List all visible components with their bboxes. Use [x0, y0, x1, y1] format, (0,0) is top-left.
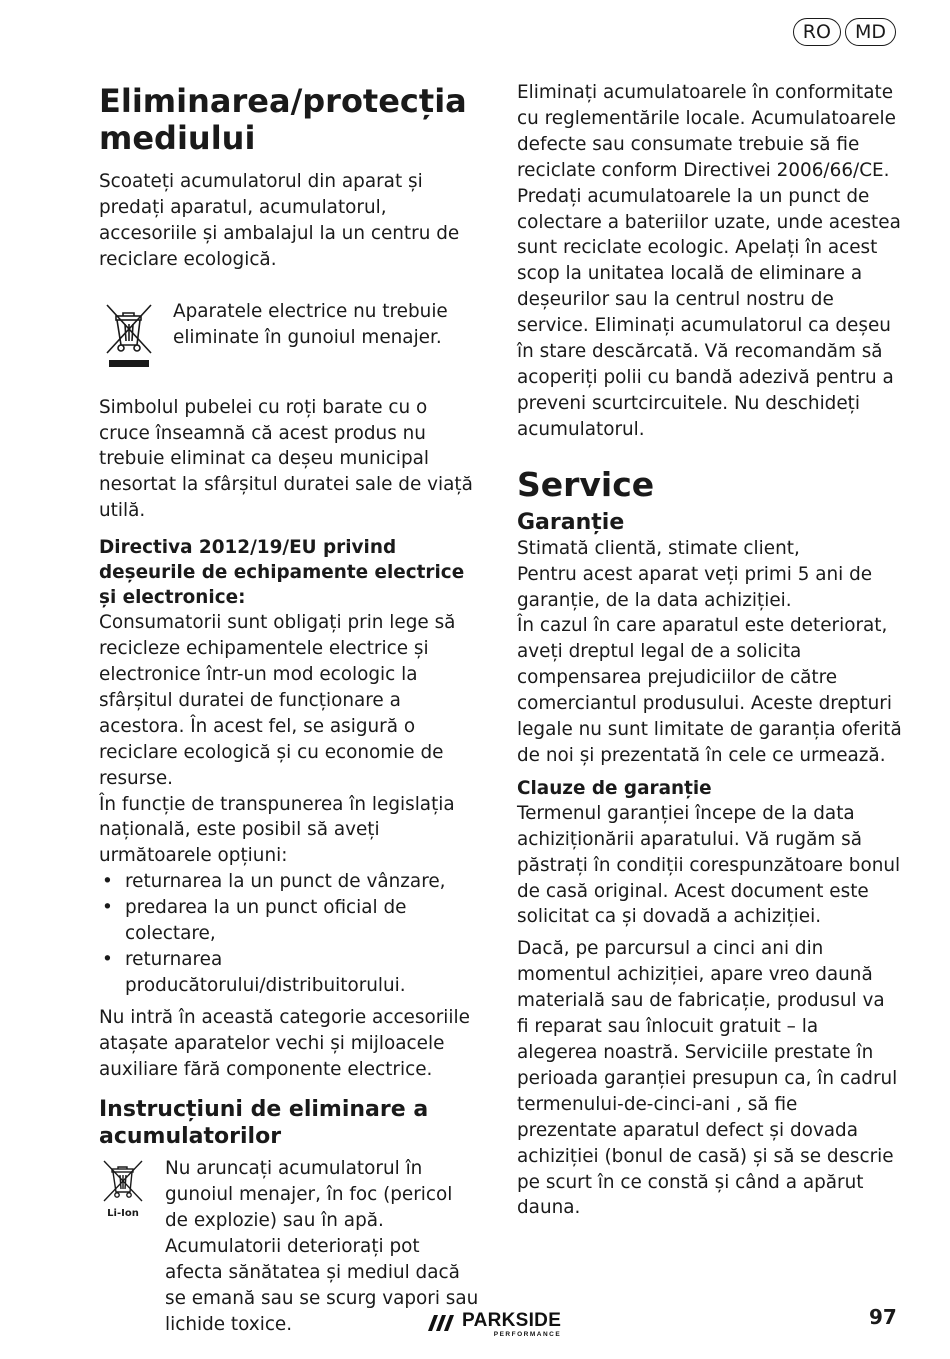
battery-disposal-heading: Instrucțiuni de eliminare a acumulatorilor	[99, 1097, 429, 1150]
directive-heading: Directiva 2012/19/EU privind deșeurile de echipamente electrice și electronice:	[99, 537, 465, 609]
disposal-options-list	[99, 869, 481, 999]
battery-warning-text: Nu aruncați acumulatorul în gunoiul menajer, în foc (pericol de explozie) sau în apă. Acumulatorii deteriorați pot afecta sănătatea și mediul dacă se emană sau se scurg vapori sau lichide toxice.	[165, 1158, 479, 1335]
weee-notice	[99, 299, 481, 369]
language-badge-ro: RO	[793, 18, 841, 46]
warranty-clauses-heading: Clauze de garanție	[517, 777, 712, 799]
customer-greeting: Stimată clientă, stimate client,	[517, 537, 800, 559]
left-column	[99, 80, 481, 1338]
battery-notice	[99, 1156, 481, 1337]
warranty-clauses-paragraph-1: Termenul garanției începe de la data achiziționării aparatului. Vă rugăm să păstrați în condiții corespunzătoare bonul de casă original. Acest document este solicitat ca și dovadă a achiziției.	[517, 802, 901, 928]
li-ion-label: Li-Ion	[107, 1208, 139, 1220]
service-title: Service	[517, 464, 655, 504]
right-column	[517, 80, 902, 1221]
weee-note-text: Aparatele electrice nu trebuie eliminate în gunoiul menajer.	[173, 300, 448, 348]
warranty-clauses-paragraph-2: Dacă, pe parcursul a cinci ani din momentul achiziției, apare vreo daună materială sau de fabricație, produsul va fi reparat sau înlocuit gratuit – la alegerea noastră. Serviciile prestate în perioada garanției presupun ca, în cadrul termenului-de-cinci-ani , să fie prezentate aparatul defect și dovada achiziției (bonul de casă) și să se descrie pe scurt în ce constă și când a apărut dauna.	[517, 938, 898, 1219]
warranty-heading: Garanție	[517, 509, 625, 535]
warranty-paragraph-2: În cazul în care aparatul este deteriorat, aveți dreptul legal de a solicita compensarea prejudiciilor de către comerciantul produsului. Aceste drepturi legale nu sunt limitate de garanția oferită de noi și prezentată în cele ce urmează.	[517, 615, 902, 766]
li-ion-bin-icon	[99, 1156, 147, 1220]
list-item: • returnarea producătorului/distribuitorului.	[99, 947, 481, 999]
environment-title: Eliminarea/protecția mediului	[99, 82, 467, 157]
excluded-items-note: Nu intră în această categorie accesoriile atașate aparatelor vechi și mijloacele auxiliare fără componente electrice.	[99, 1006, 470, 1080]
warranty-paragraph-1: Pentru acest aparat veți primi 5 ani de garanție, de la data achiziției.	[517, 563, 873, 611]
logo-text	[462, 1311, 561, 1338]
brand-subline: PERFORMANCE	[493, 1331, 562, 1338]
crossed-out-bin-icon	[99, 299, 159, 369]
brand-name: PARKSIDE	[462, 1310, 562, 1331]
directive-paragraph-1: Consumatorii sunt obligați prin lege să recicleze echipamentele electrice și electronice într-un mod ecologic la sfârșitul duratei de funcționare a acestora. În acest fel, se asigură o reciclare ecologică și cu economie de resurse.	[99, 612, 456, 789]
slashes-icon	[428, 1315, 454, 1335]
list-item: • predarea la un punct oficial de colectare,	[99, 895, 481, 947]
list-item: • returnarea la un punct de vânzare,	[99, 869, 481, 895]
bin-symbol-explanation: Simbolul pubelei cu roți barate cu o cruce înseamnă că acest produs nu trebuie eliminat ca deșeu municipal nesortat la sfârșitul duratei sale de viață utilă.	[99, 396, 473, 522]
language-badge-md: MD	[845, 18, 896, 46]
page-number: 97	[869, 1305, 897, 1329]
battery-disposal-text: Eliminați acumulatoarele în conformitate cu reglementările locale. Acumulatoarele defecte sau consumate trebuie să fie reciclate conform Directivei 2006/66/CE. Predați acumulatoarele la un punct de colectare a bateriilor uzate, unde acestea sunt reciclate ecologic. Apelați în acest scop la unitatea locală de eliminare a deșeurilor sau la centrul nostru de service. Eliminați acumulatorul ca deșeu în stare descărcată. Vă recomandăm să acoperiți polii cu bandă adezivă pentru a preveni scurtcircuitele. Nu deschideți acumulatorul.	[517, 82, 901, 440]
language-badges	[793, 18, 896, 46]
directive-paragraph-2: În funcție de transpunerea în legislația națională, este posibil să aveți următoarele opțiuni:	[99, 793, 455, 867]
parkside-logo	[428, 1311, 561, 1338]
environment-intro: Scoateți acumulatorul din aparat și predați aparatul, acumulatorul, accesoriile și ambalajul la un centru de reciclare ecologică.	[99, 171, 460, 270]
